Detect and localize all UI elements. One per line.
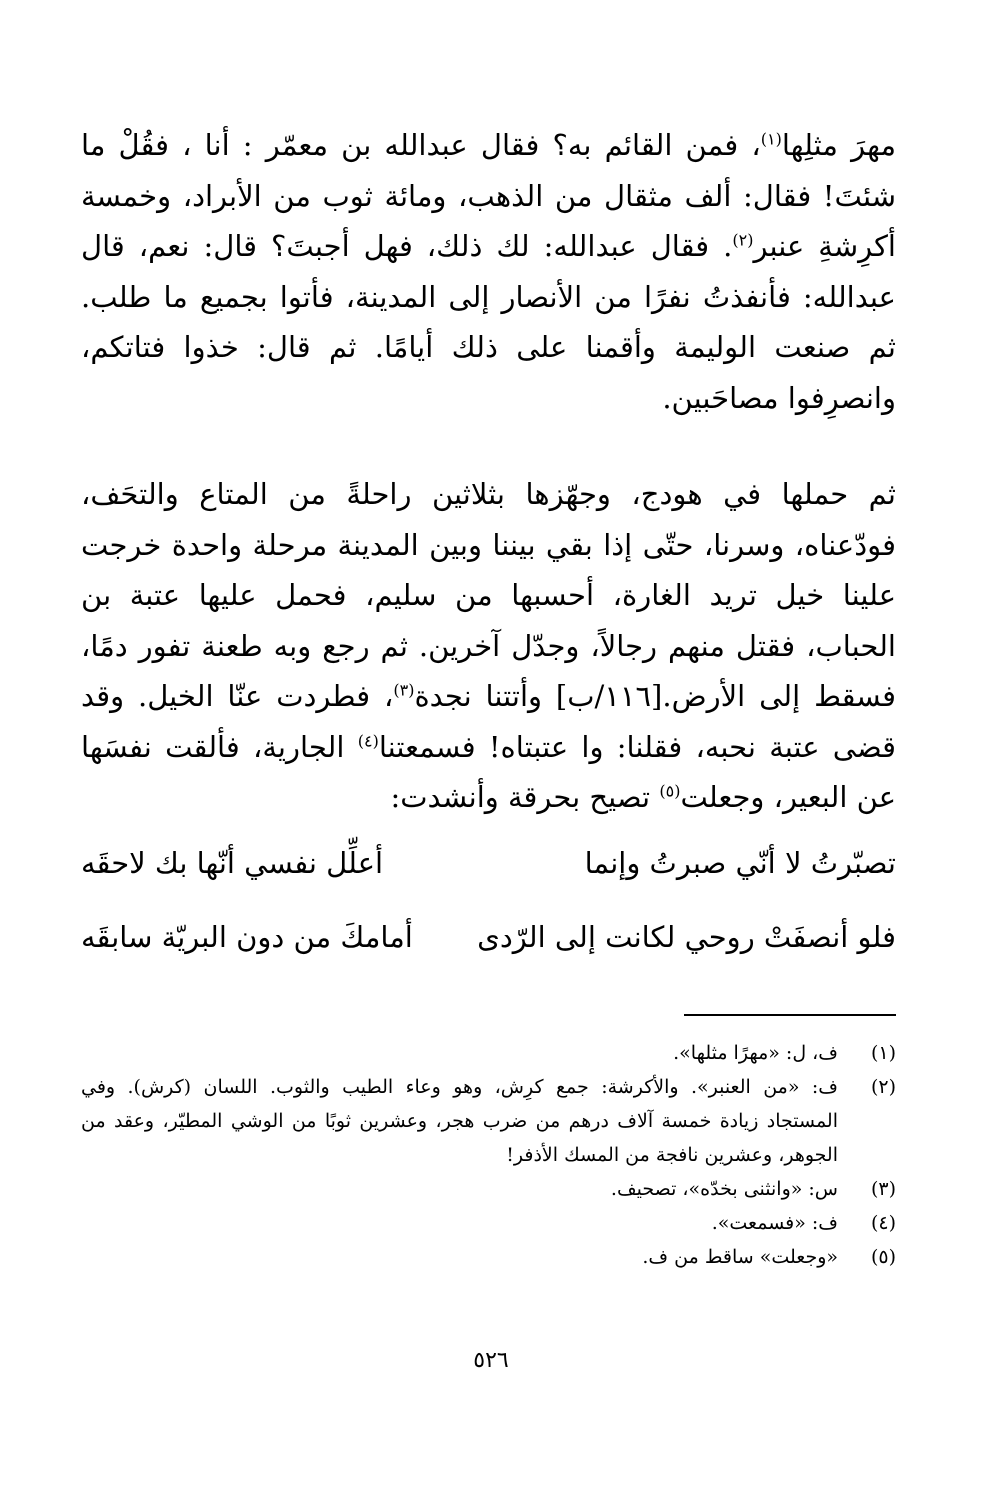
footnote-text: ف، ل: «مهرًا مثلها». [673,1042,838,1064]
footnote-separator [684,1014,896,1016]
footnote-text: ف: «فسمعت». [711,1212,838,1234]
footnote-4 [81,1206,896,1240]
poem-verse-2 [81,920,896,972]
paragraph-1-text-a: مهرَ مثلِها [781,128,896,162]
footnote-number: (٤) [870,1212,896,1234]
paragraph-2-text-a: ثم حملها في هودج، وجهّزها بثلاثين راحلةً من المتاع والتحَف، فودّعناه، وسرنا، حتّى إذا بقي بيننا وبين المدينة مرحلة واحدة خرجت علينا خيل تريد الغارة، أحسبها من سليم، فحمل عليها عتبة بن الحباب، فقتل منهم رجالاً، وجدّل آخرين. ثم رجع وبه طعنة تفور دمًا، فسقط إلى الأرض.[١١٦/ب] وأتتنا نجدة [81,477,897,713]
footnote-2 [81,1070,896,1172]
page-number: ٥٢٦ [473,1348,509,1373]
paragraph-1-text-b: ، فمن القائم به؟ فقال عبدالله بن معمّر : أنا ، فقُلْ ما شئتَ! فقال: ألف مثقال من الذهب، ومائة ثوب من الأبراد، وخمسة أكرِشةِ عنبر [81,128,896,263]
footnote-number: (٥) [870,1246,896,1268]
footnote-ref-4: (٤) [357,730,379,750]
verse-1-first-hemistich: تصبّرتُ لا أنّي صبرتُ وإنما [584,846,896,880]
footnote-text: س: «وانثنى بخدّه»، تصحيف. [610,1178,838,1200]
paragraph-2-text-b: ، فطردت عنّا الخيل. وقد قضى عتبة نحبه، فقلنا: وا عتبتاه! فسمعتنا [81,679,896,764]
footnote-text: «وجعلت» ساقط من ف. [642,1246,838,1268]
footnote-ref-5: (٥) [659,781,681,801]
footnotes-section [81,1036,896,1274]
footnote-5 [81,1240,896,1274]
paragraph-2-text-d: تصيح بحرقة وأنشدت: [390,780,660,814]
footnote-ref-1: (١) [760,129,782,149]
verse-2-first-hemistich: فلو أنصفَتْ روحي لكانت إلى الرّدى [477,920,896,954]
poem-verse-1 [81,846,896,898]
verse-1-second-hemistich: أعلِّل نفسي أنّها بك لاحقَه [81,846,384,880]
footnote-ref-3: (٣) [393,680,415,700]
paragraph-2-text-c: الجارية، فألقت نفسَها عن البعير، وجعلت [81,729,896,814]
footnote-number: (١) [870,1042,896,1064]
footnote-number: (٢) [870,1076,896,1098]
footnote-text: ف: «من العنبر». والأكرشة: جمع كرِش، وهو وعاء الطيب والثوب. اللسان (كرش). وفي المستجاد زيادة خمسة آلاف درهم من ضرب هجر، وعشرين ثوبًا من الوشي المطيّر، وعقد من الجوهر، وعشرين نافجة من المسك الأذفر! [81,1076,838,1166]
footnote-ref-2: (٢) [732,230,754,250]
footnote-3 [81,1172,896,1206]
verse-2-second-hemistich: أمامكَ من دون البريّة سابقَه [81,920,413,954]
paragraph-1 [81,120,896,423]
paragraph-1-text-c: . فقال عبدالله: لك ذلك، فهل أجبتَ؟ قال: نعم، قال عبدالله: فأنفذتُ نفرًا من الأنصار إلى المدينة، فأتوا بجميع ما طلب. ثم صنعت الوليمة وأقمنا على ذلك أيامًا. ثم قال: خذوا فتاتكم، وانصرِفوا مصاحَبين. [81,229,896,415]
footnote-1 [81,1036,896,1070]
paragraph-2 [81,469,896,823]
footnote-number: (٣) [870,1178,896,1200]
